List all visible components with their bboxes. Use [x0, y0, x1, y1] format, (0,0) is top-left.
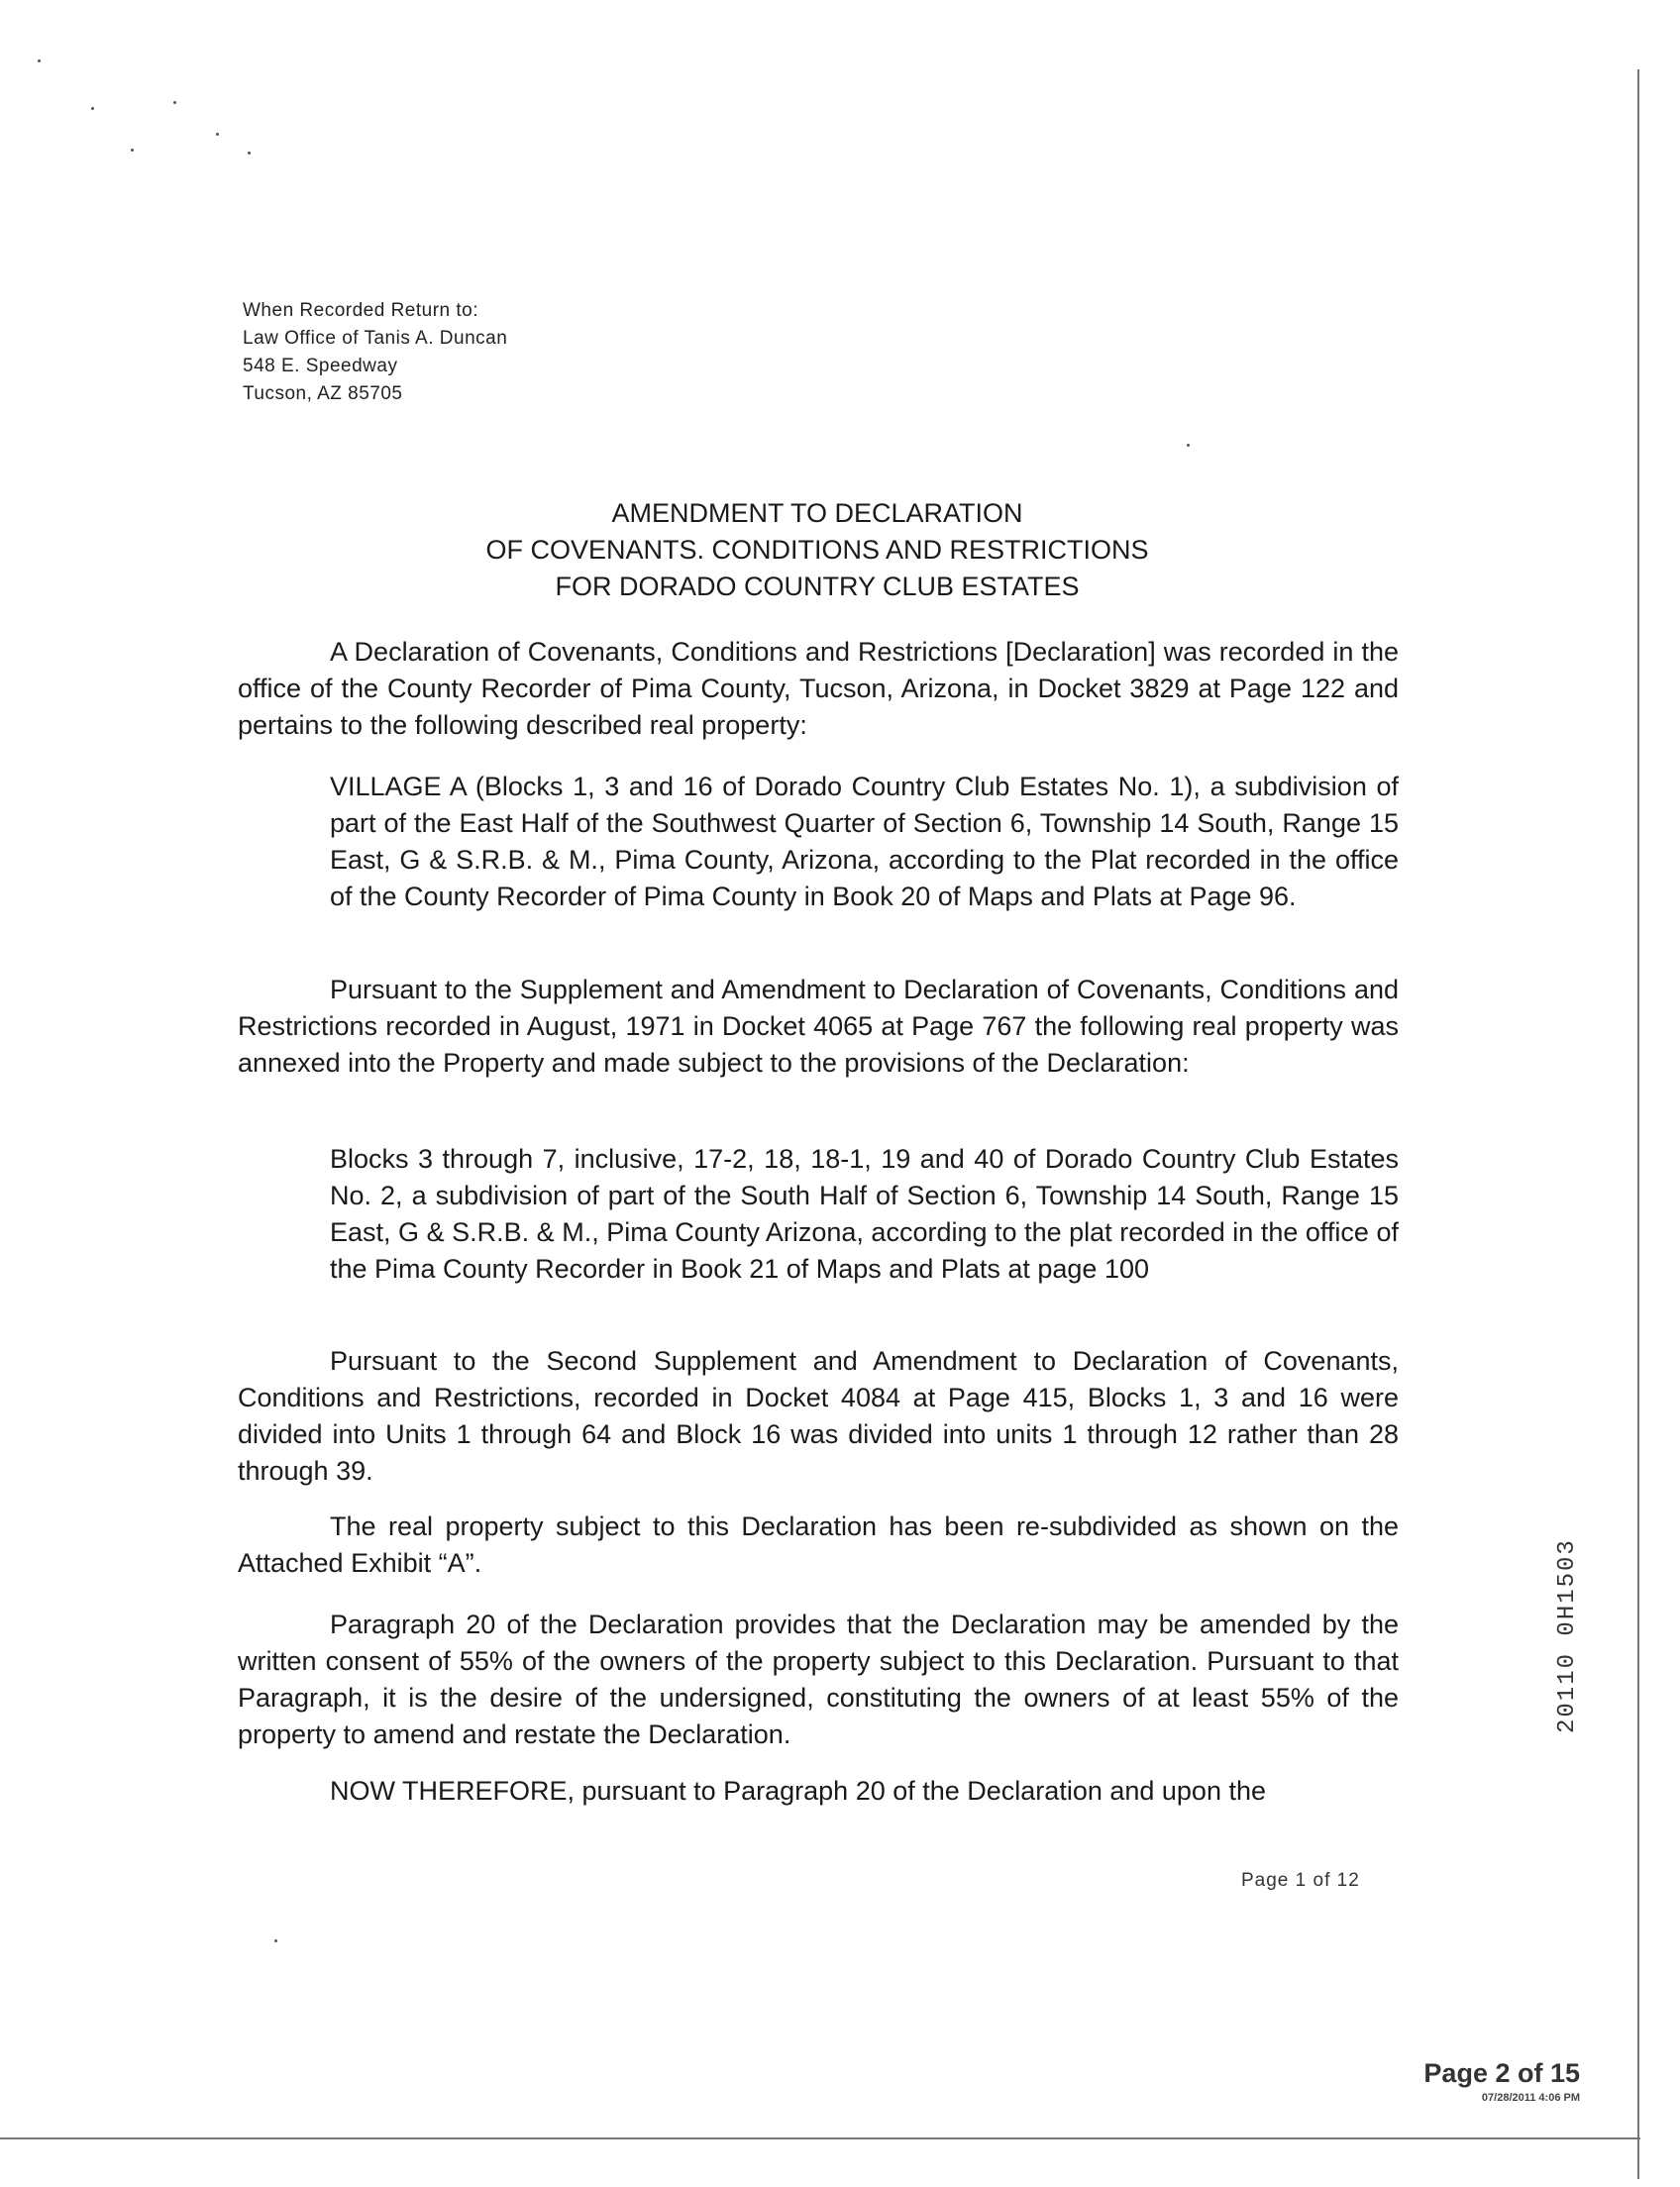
recital-paragraph: Pursuant to the Supplement and Amendment to Declaration of Covenants, Conditions and Restrictions recorded in August, 1971 in Docket 4065 at Page 767 the following real property was annexed into the Property and made subject to the provisions of the Declaration:	[238, 975, 1399, 1078]
recording-page-count: Page 2 of 15	[1423, 2058, 1580, 2088]
scan-edge-right	[1637, 69, 1639, 2179]
document-title	[238, 495, 1397, 605]
scan-speck	[91, 107, 94, 110]
legal-description: VILLAGE A (Blocks 1, 3 and 16 of Dorado Country Club Estates No. 1), a subdivision of part of the East Half of the Southwest Quarter of Section 6, Township 14 South, Range 15 East, G & S.R.B. & M., Pima County, Arizona, according to the Plat recorded in the office of the County Recorder of Pima County in Book 20 of Maps and Plats at Page 96.	[330, 772, 1399, 911]
page-number: Page 1 of 12	[1241, 1870, 1360, 1891]
title-line: AMENDMENT TO DECLARATION	[611, 498, 1023, 528]
return-heading: When Recorded Return to:	[243, 300, 479, 321]
recording-timestamp: 07/28/2011 4:06 PM	[1481, 2092, 1580, 2104]
scan-speck	[1187, 444, 1190, 447]
recorder-stamp: 20110 0H1503	[1554, 1538, 1581, 1733]
title-line: OF COVENANTS. CONDITIONS AND RESTRICTIONS	[485, 535, 1149, 565]
scan-edge-bottom	[0, 2137, 1640, 2139]
return-line: 548 E. Speedway	[243, 356, 398, 376]
legal-description: Blocks 3 through 7, inclusive, 17-2, 18, 18-1, 19 and 40 of Dorado Country Club Estates No. 2, a subdivision of part of the South Half of Section 6, Township 14 South, Range 15 East, G & S.R.B. & M., Pima County Arizona, according to the plat recorded in the office of the Pima County Recorder in Book 21 of Maps and Plats at page 100	[330, 1144, 1399, 1284]
recital-paragraph: The real property subject to this Declaration has been re-subdivided as shown on the Attached Exhibit “A”.	[238, 1511, 1399, 1578]
recital-paragraph: Paragraph 20 of the Declaration provides that the Declaration may be amended by the written consent of 55% of the owners of the property subject to this Declaration. Pursuant to that Paragraph, it is the desire of the undersigned, constituting the owners of at least 55% of the property to amend and restate the Declaration.	[238, 1610, 1399, 1749]
return-address-block	[243, 297, 507, 408]
recital-paragraph: Pursuant to the Second Supplement and Amendment to Declaration of Covenants, Conditions and Restrictions, recorded in Docket 4084 at Page 415, Blocks 1, 3 and 16 were divided into Units 1 through 64 and Block 16 was divided into units 1 through 12 rather than 28 through 39.	[238, 1346, 1399, 1486]
scan-speck	[38, 59, 41, 62]
return-line: Law Office of Tanis A. Duncan	[243, 328, 508, 349]
title-line: FOR DORADO COUNTRY CLUB ESTATES	[555, 572, 1080, 601]
scan-speck	[216, 133, 219, 136]
recital-paragraph: NOW THEREFORE, pursuant to Paragraph 20 of the Declaration and upon the	[330, 1776, 1266, 1806]
scan-speck	[173, 101, 176, 104]
return-line: Tucson, AZ 85705	[243, 383, 403, 404]
recital-paragraph: A Declaration of Covenants, Conditions and Restrictions [Declaration] was recorded in the office of the County Recorder of Pima County, Tucson, Arizona, in Docket 3829 at Page 122 and pertains to the following described real property:	[238, 637, 1399, 740]
scan-speck	[274, 1939, 277, 1942]
scan-speck	[131, 149, 134, 152]
scan-speck	[248, 152, 251, 155]
